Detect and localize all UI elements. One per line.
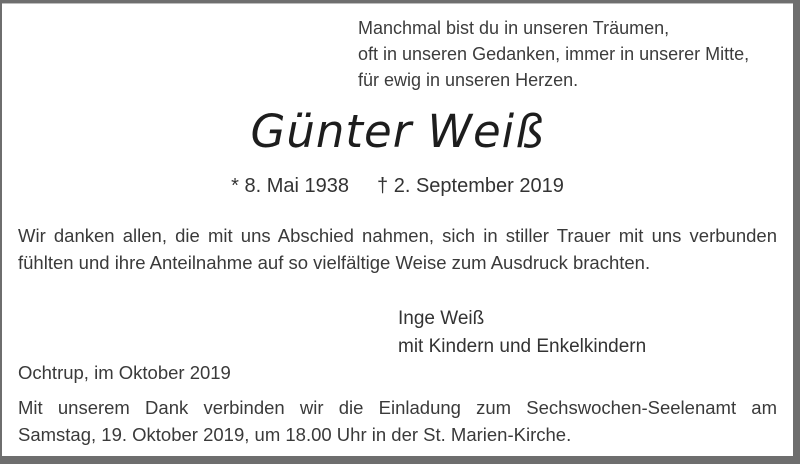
invitation-line: Samstag, 19. Oktober 2019, um 18.00 Uhr in der St. Marien-Kirche. [18,424,572,445]
signature-block [398,305,646,361]
epigraph-line: oft in unseren Gedanken, immer in unserer Mitte, [358,44,750,64]
epigraph-verse [358,15,749,93]
place-date: Ochtrup, im Oktober 2019 [18,362,231,383]
invitation-line: Mit unserem Dank verbinden wir die Einladung zum Sechswochen-Seelenamt am [18,397,777,418]
thanks-paragraph [18,222,777,276]
life-dates [2,173,793,199]
deceased-name: Günter Weiß [250,105,545,158]
signature-family: mit Kindern und Enkelkindern [398,336,647,357]
epigraph-line: für ewig in unseren Herzen. [358,70,579,90]
birth-date: * 8. Mai 1938 [231,175,350,197]
obituary-notice [2,3,793,456]
death-date: † 2. September 2019 [377,175,564,197]
invitation-paragraph [18,394,777,448]
thanks-line: fühlten und ihre Anteilnahme auf so vielfältige Weise zum Ausdruck brachten. [18,252,651,273]
epigraph-line: Manchmal bist du in unseren Träumen, [358,18,670,38]
thanks-line: Wir danken allen, die mit uns Abschied nahmen, sich in stiller Trauer mit uns verbunden [18,225,777,246]
signature-name: Inge Weiß [398,308,485,329]
